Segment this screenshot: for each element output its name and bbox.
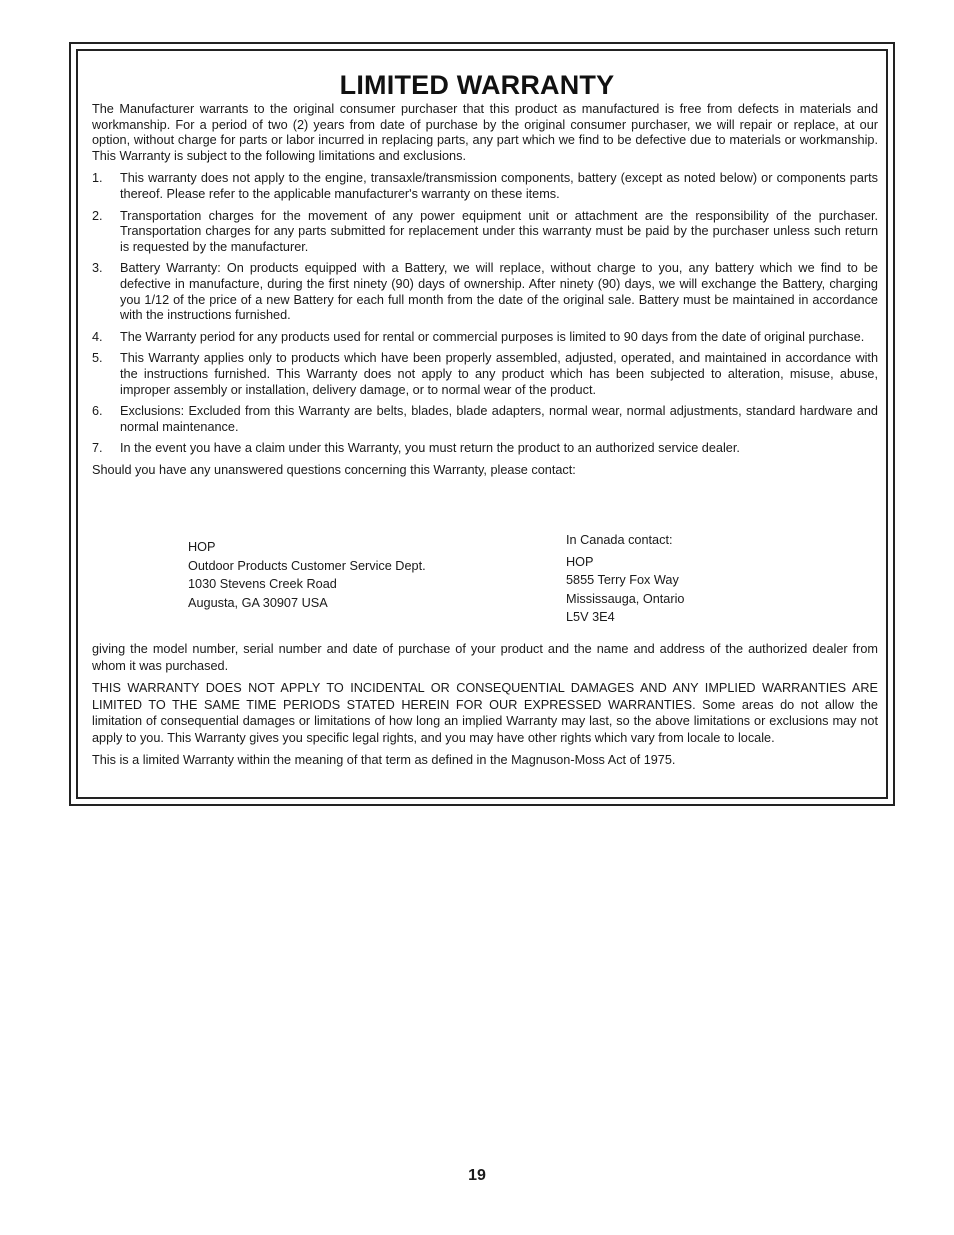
canada-contact-address bbox=[566, 531, 684, 627]
list-item-text: Transportation charges for the movement of any power equipment unit or attachment are the responsibility of the purchaser. Transportation charges for any parts submitted for replacement under this warranty must be paid by the purchaser unless such return is requested by the manufacturer. bbox=[120, 208, 878, 254]
list-item bbox=[92, 261, 878, 323]
list-item-number: 4. bbox=[92, 329, 103, 344]
page-number: 19 bbox=[468, 1167, 486, 1184]
list-item-number: 1. bbox=[92, 171, 103, 186]
list-item bbox=[92, 351, 878, 398]
intro-paragraph: The Manufacturer warrants to the original consumer purchaser that this product as manufactured is free from defects in materials and workmanship. For a period of two (2) years from date of purchase by the original consumer purchaser, we will repair or replace, at our option, without charge for parts or labor incurred in replacing parts, any part which we find to be defective due to materials or workmanship. This Warranty is subject to the following limitations and exclusions. bbox=[92, 102, 878, 163]
us-contact-company: HOP bbox=[188, 540, 216, 554]
list-item bbox=[92, 330, 878, 346]
list-item-text: Exclusions: Excluded from this Warranty are belts, blades, blade adapters, normal wear, normal adjustments, standard hardware and normal maintenance. bbox=[120, 404, 878, 434]
giving-paragraph: giving the model number, serial number and date of purchase of your product and the name and address of the authorized dealer from whom it was purchased. bbox=[92, 642, 878, 673]
list-item-text: In the event you have a claim under this Warranty, you must return the product to an authorized service dealer. bbox=[120, 441, 740, 456]
us-contact-address bbox=[188, 538, 426, 612]
canada-contact-city: Mississauga, Ontario bbox=[566, 591, 685, 606]
us-contact-city: Augusta, GA 30907 USA bbox=[188, 595, 328, 610]
list-item bbox=[92, 209, 878, 256]
closing-paragraph: This is a limited Warranty within the meaning of that term as defined in the Magnuson-Moss Act of 1975. bbox=[92, 753, 676, 767]
canada-contact-company: HOP bbox=[566, 554, 594, 569]
canada-contact-street: 5855 Terry Fox Way bbox=[566, 573, 679, 587]
limitations-list bbox=[92, 171, 878, 457]
disclaimer-paragraph: THIS WARRANTY DOES NOT APPLY TO INCIDENTAL OR CONSEQUENTIAL DAMAGES AND ANY IMPLIED WARRANTIES ARE LIMITED TO THE SAME TIME PERIODS STATED HEREIN FOR OUR EXPRESSED WARRANTIES. Some areas do not allow the limitation of consequential damages or limitations of how long an implied Warranty may last, so the above limitations or exclusions may not apply to you. This Warranty gives you specific legal rights, and you may have other rights which vary from locale to locale. bbox=[92, 681, 878, 745]
canada-contact-postal-code: L5V 3E4 bbox=[566, 610, 615, 624]
list-item bbox=[92, 441, 878, 457]
list-item-text: Battery Warranty: On products equipped with a Battery, we will replace, without charge to you, any battery which we find to be defective in manufacture, during the first ninety (90) days of ownership. After ninety (90) days, we will exchange the Battery, charging you 1/12 of the price of a new Battery for each full month from the date of the original sale. Battery must be maintained in accordance with the instructions furnished. bbox=[120, 261, 878, 323]
list-item-text: This Warranty applies only to products which have been properly assembled, adjusted, operated, and maintained in accordance with the instructions furnished. This Warranty does not apply to any product which has been subjected to alteration, misuse, abuse, improper assembly or installation, delivery damage, or to normal wear of the product. bbox=[120, 351, 878, 397]
contact-prompt: Should you have any unanswered questions concerning this Warranty, please contact: bbox=[92, 462, 576, 477]
list-item-number: 2. bbox=[92, 208, 103, 223]
list-item-number: 5. bbox=[92, 351, 103, 366]
list-item-number: 7. bbox=[92, 441, 103, 456]
list-item-text: The Warranty period for any products used for rental or commercial purposes is limited to 90 days from the date of original purchase. bbox=[120, 329, 865, 344]
warranty-body bbox=[92, 102, 878, 478]
list-item-number: 6. bbox=[92, 404, 103, 419]
us-contact-street: 1030 Stevens Creek Road bbox=[188, 577, 337, 591]
list-item bbox=[92, 404, 878, 435]
list-item-text: This warranty does not apply to the engine, transaxle/transmission components, battery (except as noted below) or components parts thereof. Please refer to the applicable manufacturer's warranty on these items. bbox=[120, 171, 878, 201]
list-item-number: 3. bbox=[92, 261, 103, 276]
canada-contact-heading: In Canada contact: bbox=[566, 533, 673, 547]
warranty-closing-section bbox=[92, 641, 878, 775]
list-item bbox=[92, 171, 878, 202]
page-title: LIMITED WARRANTY bbox=[339, 70, 615, 100]
us-contact-department: Outdoor Products Customer Service Dept. bbox=[188, 558, 426, 573]
